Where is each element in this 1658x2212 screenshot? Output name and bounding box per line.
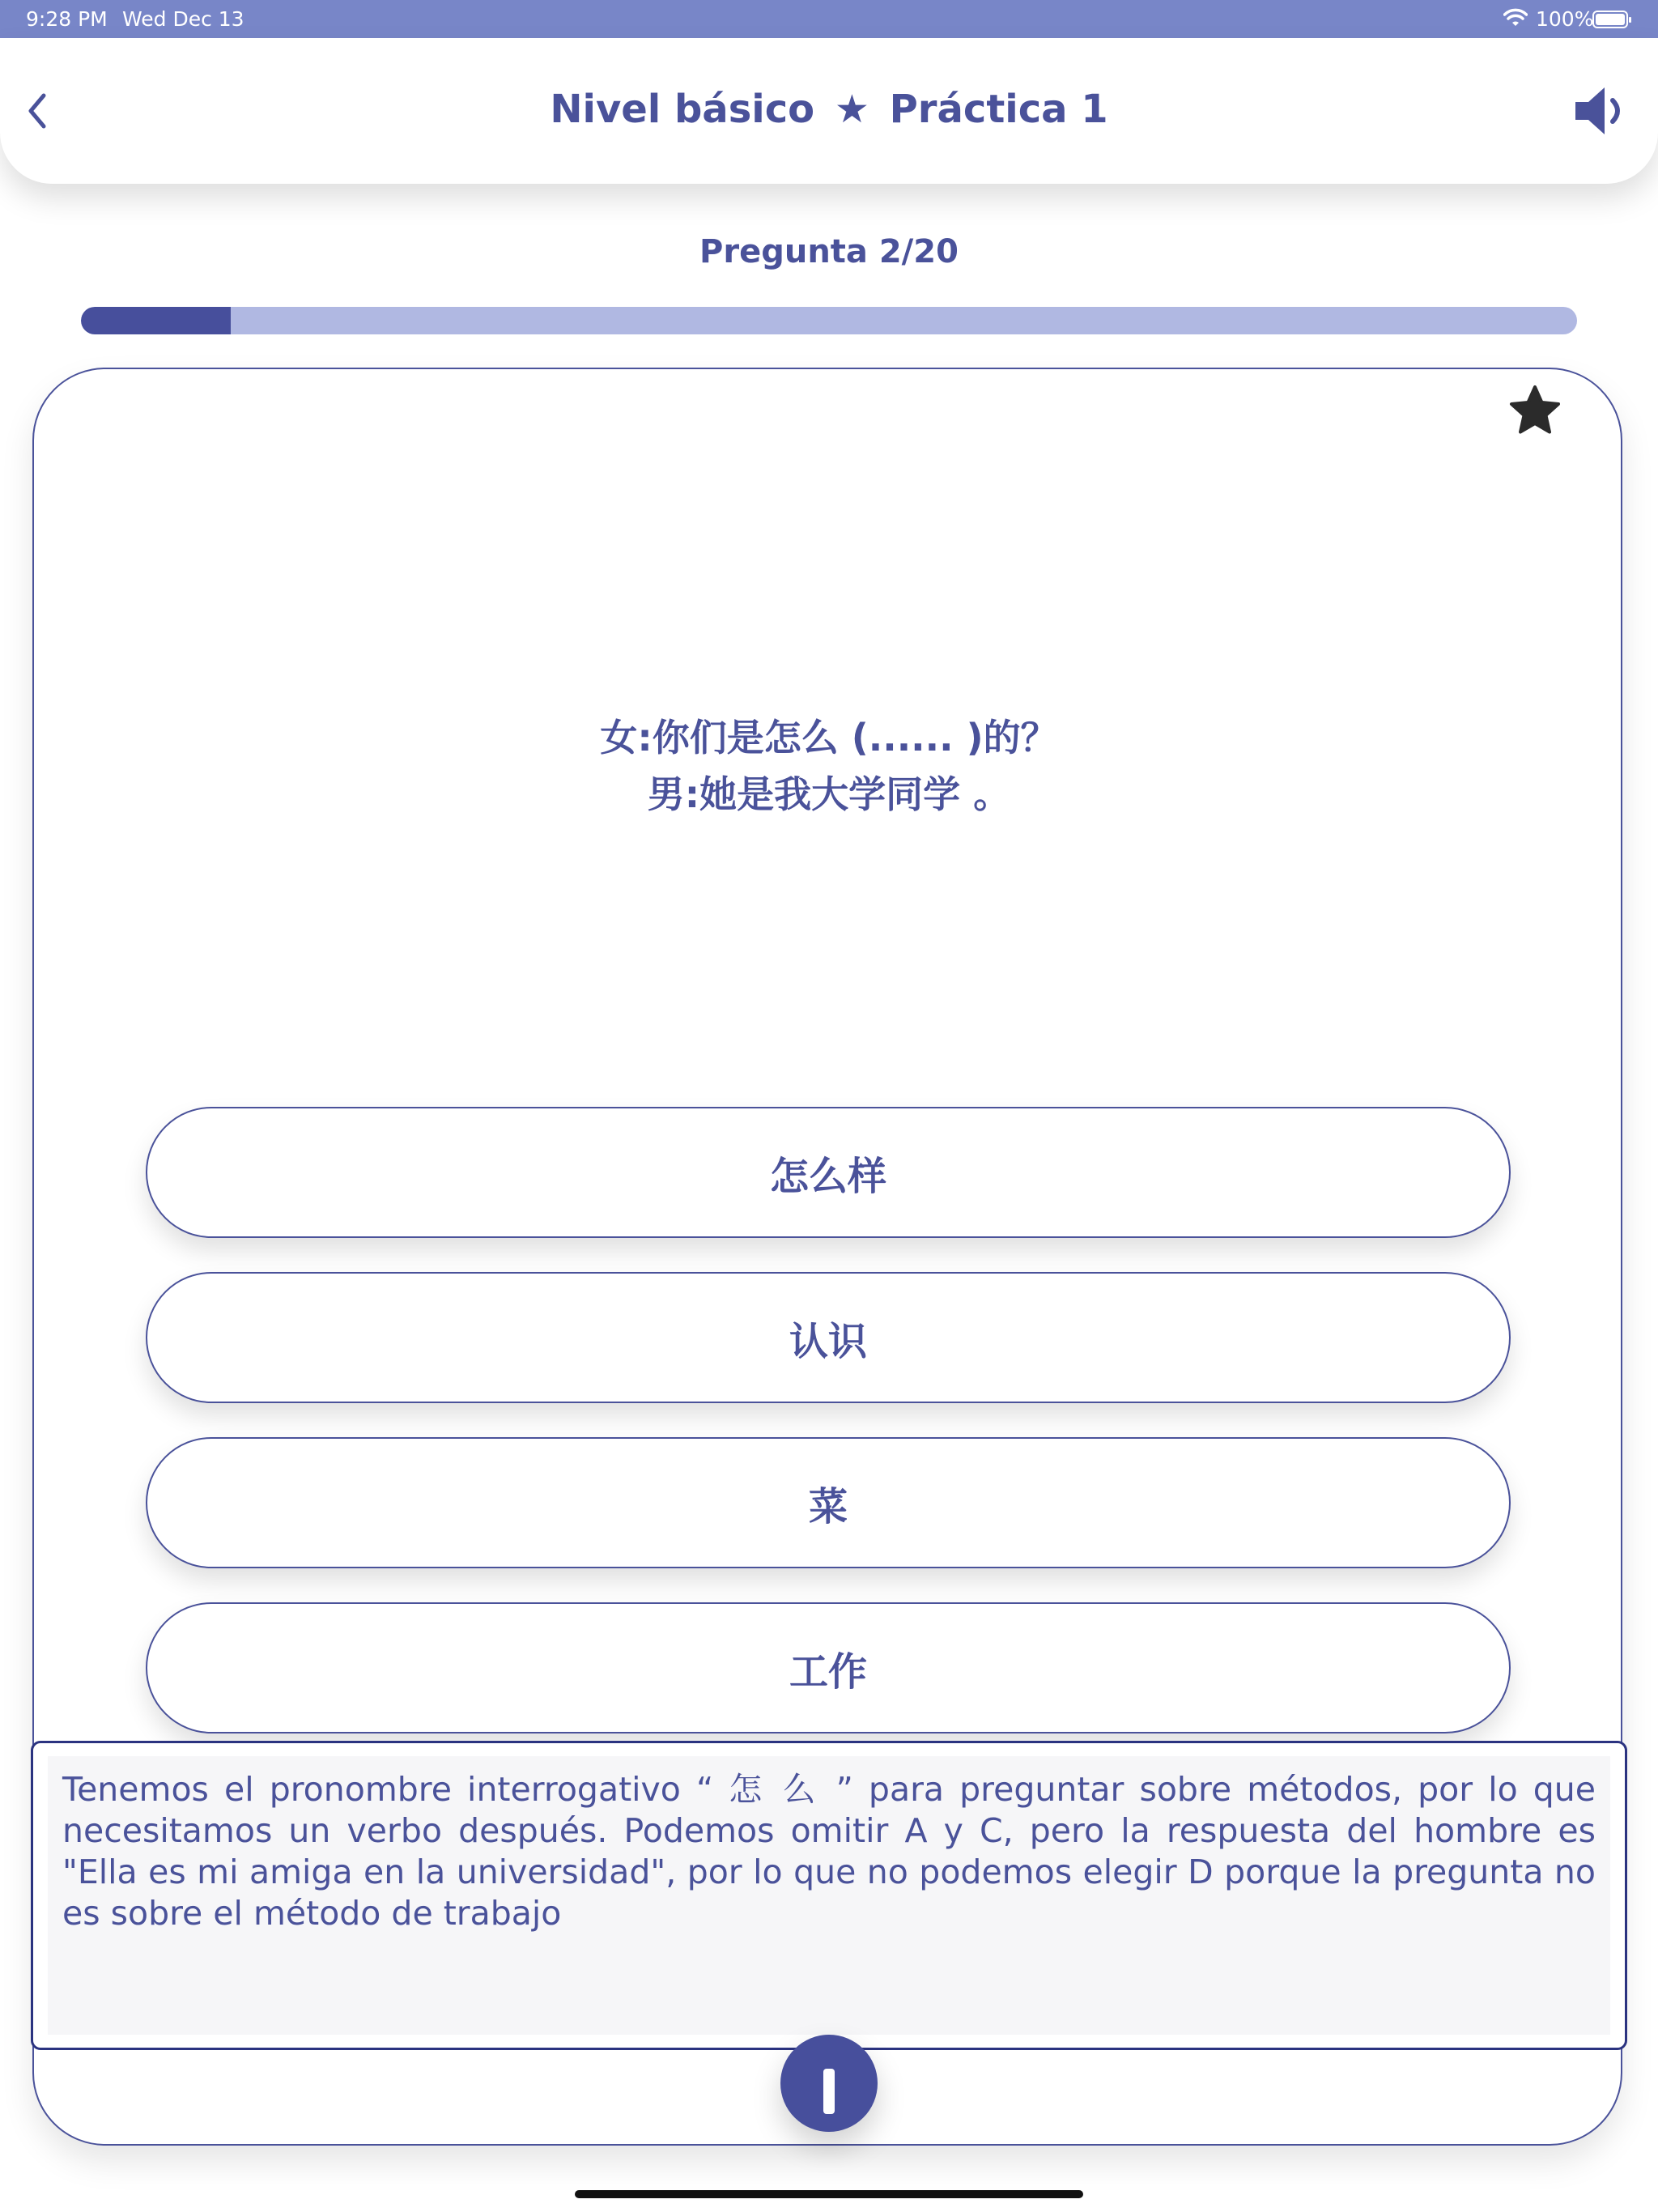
status-bar — [0, 0, 1658, 38]
question-line-1: 女:你们是怎么 (...... )的？ — [600, 716, 1058, 759]
question-line-2: 男:她是我大学同学 。 — [647, 772, 1011, 816]
page-title — [243, 87, 1415, 132]
title-level: Nivel básico — [550, 87, 815, 132]
sound-button[interactable] — [1574, 83, 1626, 139]
status-date: Wed Dec 13 — [122, 7, 244, 31]
wifi-icon — [1503, 8, 1528, 32]
status-time: 9:28 PM — [26, 7, 108, 31]
favorite-button[interactable] — [1506, 382, 1564, 440]
battery-icon — [1592, 10, 1633, 34]
back-button[interactable] — [21, 91, 53, 131]
title-practice: Práctica 1 — [889, 87, 1108, 132]
star-icon — [1506, 382, 1564, 440]
battery-percent: 100% — [1536, 7, 1594, 31]
progress-fill — [81, 307, 231, 334]
question-counter: Pregunta 2/20 — [699, 233, 959, 270]
progress-bar — [81, 307, 1577, 334]
home-indicator — [575, 2190, 1083, 2198]
answer-option-c[interactable]: 菜 — [146, 1437, 1511, 1568]
explanation-box — [31, 1741, 1627, 2050]
title-star-icon: ★ — [834, 87, 869, 132]
answer-option-b[interactable]: 认识 — [146, 1272, 1511, 1403]
chevron-left-icon — [21, 91, 53, 131]
answer-options — [146, 1107, 1511, 1767]
speaker-icon — [1574, 83, 1626, 139]
answer-option-a[interactable]: 怎么样 — [146, 1107, 1511, 1238]
info-icon — [823, 2069, 835, 2114]
explanation-text: Tenemos el pronombre interrogativo “ 怎 么 ” para preguntar sobre métodos, por lo que necesitamos un verbo después. Podemos omitir A y C, pero la respuesta del hombre es "Ella es mi amiga en la universidad", por lo que no podemos elegir D porque la pregunta no es sobre el método de trabajo — [48, 1756, 1610, 2035]
header — [0, 38, 1658, 184]
question-text — [162, 709, 1496, 823]
info-button[interactable] — [780, 2035, 878, 2132]
answer-option-d[interactable]: 工作 — [146, 1602, 1511, 1733]
